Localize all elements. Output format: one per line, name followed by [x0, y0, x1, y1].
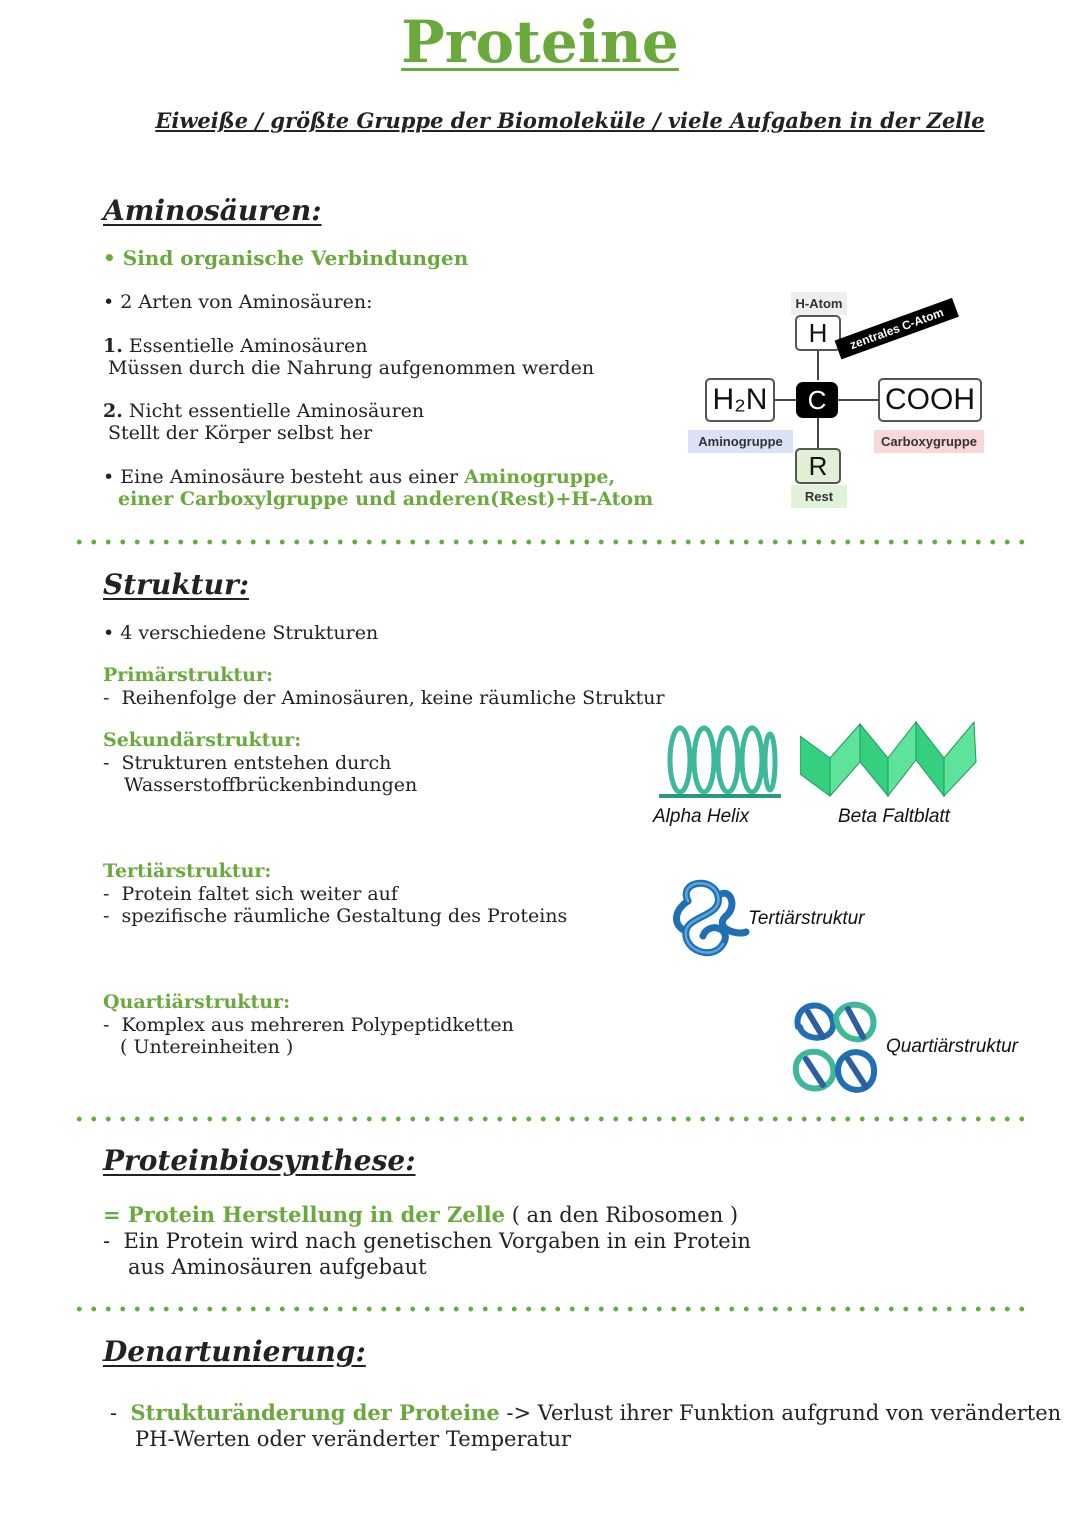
synthesis-definition-rest: ( an den Ribosomen )	[505, 1203, 739, 1227]
quaternary-text-1: Komplex aus mehreren Polypeptidketten	[121, 1014, 514, 1036]
nonessential-number: 2.	[103, 400, 123, 422]
primary-item: - Reihenfolge der Aminosäuren, keine räumliche Struktur	[103, 687, 665, 709]
bullet-organic: • Sind organische Verbindungen	[103, 246, 469, 270]
bullet-structures-text: 4 verschiedene Strukturen	[120, 622, 379, 644]
beta-sheet-caption: Beta Faltblatt	[838, 806, 950, 827]
synthesis-definition	[103, 1202, 738, 1228]
secondary-item: - Strukturen entstehen durch	[103, 752, 392, 774]
essential-number: 1.	[103, 335, 123, 357]
denaturation-highlight: Strukturänderung der Proteine	[130, 1400, 500, 1425]
composition-highlight-2: einer Carboxylgruppe und anderen(Rest)+H-Atom	[118, 488, 654, 510]
quaternary-item: - Komplex aus mehreren Polypeptidketten	[103, 1014, 514, 1036]
nonessential-title	[103, 400, 424, 422]
heading-denaturierung: Denartunierung:	[103, 1335, 366, 1368]
essential-title-text: Essentielle Aminosäuren	[128, 335, 368, 357]
synthesis-definition-highlight: = Protein Herstellung in der Zelle	[103, 1202, 506, 1227]
tertiary-title: Tertiärstruktur:	[103, 860, 272, 882]
quaternary-caption: Quartiärstruktur	[886, 1036, 1018, 1057]
amino-group-label: Aminogruppe	[688, 430, 793, 453]
divider-1	[72, 539, 1027, 545]
divider-2	[72, 1116, 1027, 1122]
synthesis-item: - Ein Protein wird nach genetischen Vorgaben in ein Protein	[103, 1229, 751, 1253]
carboxy-group-box: COOH	[878, 378, 982, 422]
tertiary-item-2: - spezifische räumliche Gestaltung des Proteins	[103, 905, 568, 927]
essential-title	[103, 335, 368, 357]
tertiary-item-1: - Protein faltet sich weiter auf	[103, 883, 398, 905]
heading-proteinbiosynthese: Proteinbiosynthese:	[103, 1144, 416, 1177]
heading-struktur: Struktur:	[103, 568, 250, 601]
quaternary-title: Quartiärstruktur:	[103, 991, 291, 1013]
bullet-organic-text: Sind organische Verbindungen	[122, 246, 469, 270]
bullet-types: • 2 Arten von Aminosäuren:	[103, 291, 373, 313]
divider-3	[72, 1306, 1027, 1312]
composition-text: Eine Aminosäure besteht aus einer	[120, 466, 465, 488]
synthesis-text-1: Ein Protein wird nach genetischen Vorgaben in ein Protein	[123, 1229, 751, 1253]
carboxy-group-label: Carboxygruppe	[874, 430, 984, 453]
tertiary-text-1: Protein faltet sich weiter auf	[121, 883, 398, 905]
denaturation-text-2: PH-Werten oder veränderter Temperatur	[135, 1427, 572, 1451]
beta-sheet-illustration	[800, 718, 980, 802]
quaternary-structure-illustration	[788, 997, 882, 1103]
h-atom-box: H	[795, 315, 841, 351]
secondary-text-1: Strukturen entstehen durch	[121, 752, 392, 774]
bullet-types-text: 2 Arten von Aminosäuren:	[120, 291, 373, 313]
synthesis-text-2: aus Aminosäuren aufgebaut	[128, 1255, 427, 1279]
alpha-helix-illustration	[655, 722, 785, 802]
rest-label: Rest	[791, 485, 847, 508]
nonessential-title-text: Nicht essentielle Aminosäuren	[128, 400, 425, 422]
tertiary-structure-illustration	[668, 876, 752, 966]
quaternary-text-2: ( Untereinheiten )	[120, 1036, 294, 1058]
rest-box: R	[795, 448, 841, 484]
primary-title: Primärstruktur:	[103, 664, 274, 686]
composition-highlight-1: Aminogruppe,	[464, 466, 616, 488]
bullet-composition: • Eine Aminosäure besteht aus einer Aminogruppe,	[103, 466, 616, 488]
alpha-helix-caption: Alpha Helix	[653, 806, 750, 827]
page-title: Proteine	[401, 8, 679, 76]
secondary-text-2: Wasserstoffbrückenbindungen	[124, 774, 418, 796]
essential-desc: Müssen durch die Nahrung aufgenommen werden	[108, 357, 595, 379]
tertiary-text-2: spezifische räumliche Gestaltung des Proteins	[121, 905, 568, 927]
page-subtitle: Eiweiße / größte Gruppe der Biomoleküle / viele Aufgaben in der Zelle	[155, 108, 985, 133]
heading-aminosaeuren: Aminosäuren:	[103, 194, 322, 227]
tertiary-caption: Tertiärstruktur	[748, 908, 865, 929]
h-atom-label: H-Atom	[791, 292, 847, 315]
secondary-title: Sekundärstruktur:	[103, 729, 302, 751]
primary-text: Reihenfolge der Aminosäuren, keine räumliche Struktur	[121, 687, 665, 709]
amino-group-box: H₂N	[705, 378, 775, 422]
bullet-structures: • 4 verschiedene Strukturen	[103, 622, 379, 644]
nonessential-desc: Stellt der Körper selbst her	[108, 422, 373, 444]
central-c-label: zentrales C-Atom	[835, 298, 959, 360]
c-atom-box: C	[796, 382, 838, 418]
denaturation-text-1: -> Verlust ihrer Funktion aufgrund von veränderten	[499, 1401, 1062, 1425]
denaturation-item: - Strukturänderung der Proteine -> Verlust ihrer Funktion aufgrund von veränderten	[110, 1400, 1062, 1425]
